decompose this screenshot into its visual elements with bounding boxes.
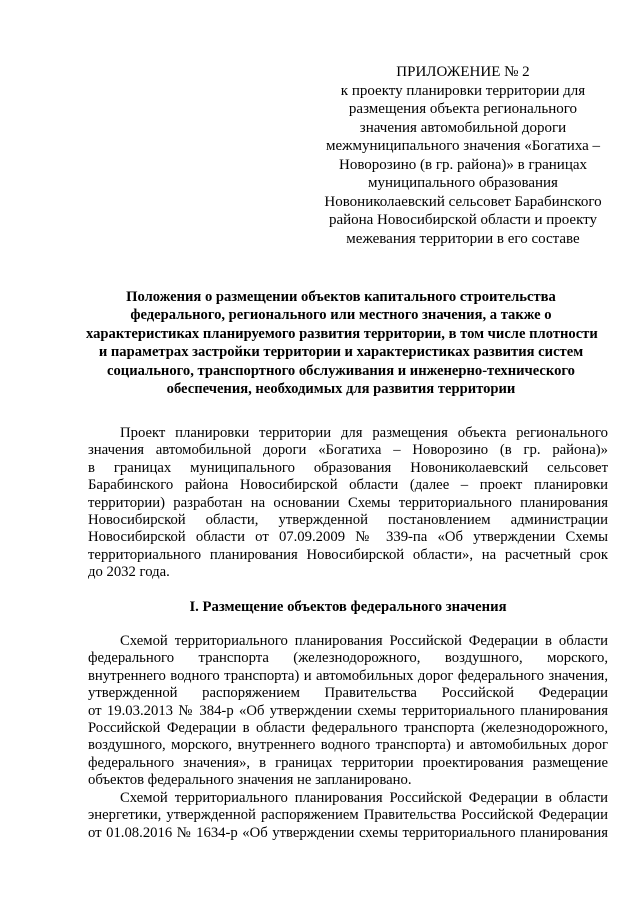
heading-line: и параметрах застройки территории и характеристиках развития систем [98, 344, 584, 361]
paragraph-line: Схемой территориального планирования Российской Федерации в области [120, 633, 608, 649]
paragraph-line: территории) разработан на основании Схемы территориального планирования [88, 494, 608, 511]
paragraph-line: территориального планирования Новосибирской области», на расчетный срок [88, 546, 608, 563]
appendix-line: к проекту планировки территории для [340, 82, 586, 99]
appendix-line: района Новосибирской области и проекту [328, 212, 598, 228]
paragraph-line: объектов федерального значения не запланировано. [88, 772, 412, 789]
section-title: I. Размещение объектов федерального значения [189, 599, 507, 615]
document-heading [86, 288, 596, 398]
paragraph-line: федерального значения», в границах территории проектирования размещение [88, 754, 608, 771]
heading-line: характеристиках планируемого развития территории, в том числе плотности [86, 325, 598, 342]
appendix-line: Новониколаевский сельсовет Барабинского [324, 193, 602, 210]
appendix-line: межевания территории в его составе [346, 230, 580, 247]
heading-line: обеспечения, необходимых для развития территории [166, 381, 516, 398]
appendix-title: ПРИЛОЖЕНИЕ № 2 [396, 64, 530, 80]
appendix-line: межмуниципального значения «Богатиха – [325, 138, 601, 154]
paragraph-line: значения автомобильной дороги «Богатиха – Новорозино (в гр. района)» [88, 442, 608, 459]
paragraph-line: до 2032 года. [88, 564, 170, 581]
paragraph-line: от 01.08.2016 № 1634-р «Об утверждении схемы территориального планирования [88, 824, 608, 841]
paragraph-line: утвержденной распоряжением Правительства Российской Федерации [88, 685, 608, 702]
paragraph-line: Российской Федерации в области федерального транспорта (железнодорожного, [88, 719, 608, 736]
paragraph-line: Проект планировки территории для размещения объекта регионального [120, 425, 608, 441]
appendix-line: значения автомобильной дороги [359, 119, 567, 136]
appendix-line: размещения объекта регионального [348, 101, 578, 117]
paragraph-line: Новосибирской области от 07.09.2009 № 339-па «Об утверждении Схемы [88, 529, 608, 546]
paragraph-line: от 19.03.2013 № 384-р «Об утверждении схемы территориального планирования [88, 702, 608, 719]
paragraph-line: Схемой территориального планирования Российской Федерации в области [120, 790, 608, 806]
section-paragraph [88, 633, 608, 790]
paragraph-line: Барабинского района Новосибирской области (далее – проект планировки [88, 477, 608, 494]
appendix-header [322, 63, 604, 248]
heading-line: федерального, регионального или местного значения, а также о [130, 307, 552, 324]
paragraph-line: федерального транспорта (железнодорожного, воздушного, морского, [88, 650, 608, 667]
paragraph-line: воздушного, морского, внутреннего водного транспорта) и автомобильных дорог [88, 737, 608, 754]
intro-paragraph [88, 425, 608, 582]
appendix-line: Новорозино (в гр. района)» в границах [338, 156, 588, 173]
section-paragraph [88, 790, 608, 842]
appendix-line: муниципального образования [368, 175, 558, 191]
heading-line: социального, транспортного обслуживания и инженерно-технического [107, 362, 575, 379]
paragraph-line: энергетики, утвержденной распоряжением Правительства Российской Федерации [88, 807, 608, 824]
heading-line: Положения о размещении объектов капитального строительства [126, 289, 556, 305]
paragraph-line: внутреннего водного транспорта) и автомобильных дорог федерального значения, [88, 667, 608, 684]
paragraph-line: Новосибирской области, утвержденной постановлением администрации [88, 511, 608, 528]
paragraph-line: в границах муниципального образования Новониколаевский сельсовет [88, 459, 608, 476]
